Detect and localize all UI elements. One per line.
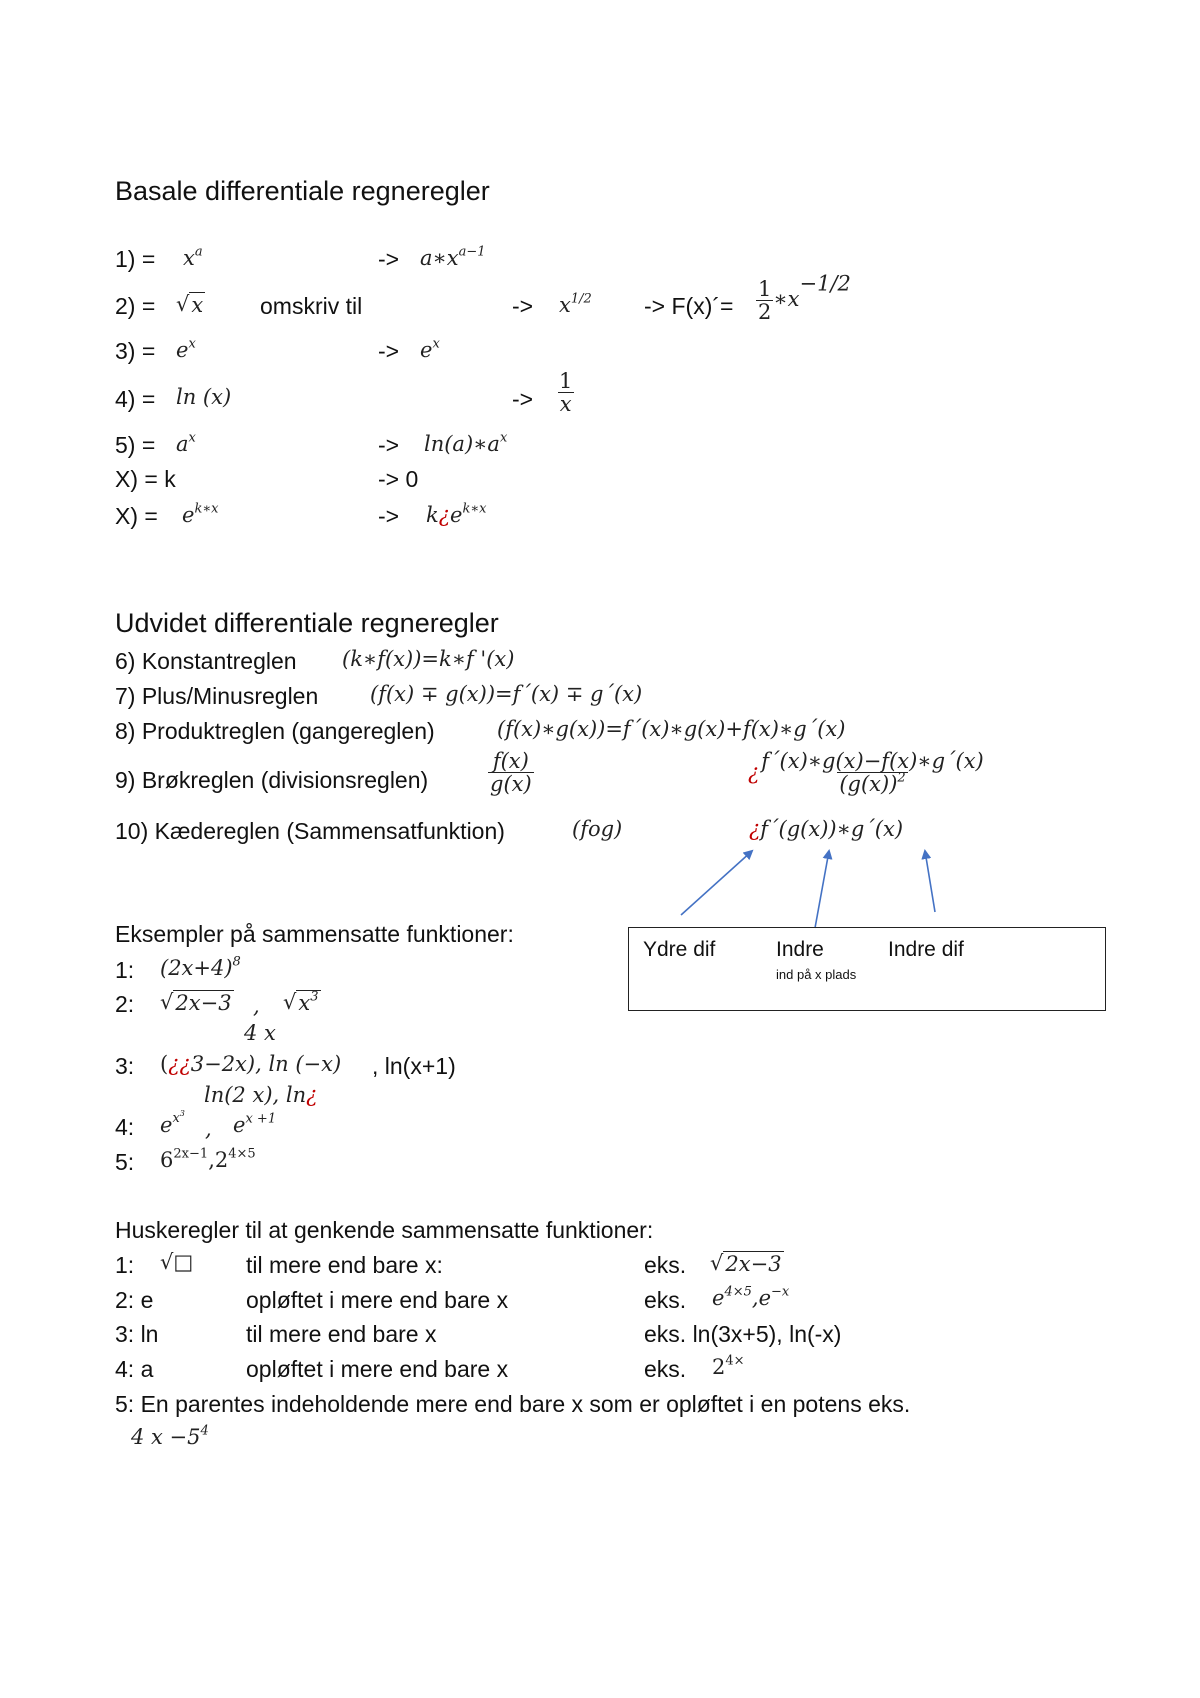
example1-label: 1: [115, 957, 135, 983]
example5-expr: $6^{2x-1},2^{4\times 5}$ [160, 1146, 256, 1172]
tip2-desc: opløftet i mere end bare x [246, 1287, 509, 1313]
rule9-result: ¿ $\frac{f´(x)∗g(x)-f(x)∗g´(x)}{(g(x))^2}$ [748, 749, 984, 797]
heading-examples: Eksempler på sammensatte funktioner: [115, 921, 514, 947]
rule1-label: 1) = [115, 246, 156, 272]
rule8-label: 8) Produktreglen (gangereglen) [115, 718, 435, 744]
rule9-label: 9) Brøkreglen (divisionsreglen) [115, 767, 429, 793]
example4-expr2: $e^{x +1}$ [233, 1111, 277, 1137]
example2-comma: , [253, 994, 260, 1018]
example3-label: 3: [115, 1053, 135, 1079]
rule2-derivative: $\frac{1}{2}$ $∗x^{-1/2}$ [758, 271, 851, 325]
tip1-label: 1: [115, 1252, 135, 1278]
tip3-desc: til mere end bare x [246, 1321, 437, 1347]
example3-tail: , ln(x+1) [372, 1053, 456, 1079]
rule4-label: 4) = [115, 386, 156, 412]
example4-expr1: $e^{x^3}$ [160, 1109, 185, 1137]
tip4-example: $2^{4\times}$ [712, 1353, 745, 1379]
rule-ekx-expr: $e^{k∗x}$ [182, 501, 219, 527]
example3-expr: (¿¿3−2x), ln (−x) [160, 1052, 342, 1076]
rule2-note: omskriv til [260, 293, 363, 319]
example2-below: 4 x [244, 1021, 276, 1045]
tip2-example: $e^{4\times 5},e^{-x}$ [712, 1284, 790, 1310]
example2-sqrt1: √ 2x−3 [160, 990, 232, 1015]
rule2-sqrt: √ x [176, 292, 204, 317]
example2-label: 2: [115, 991, 135, 1017]
tip4-label: 4: a [115, 1356, 154, 1382]
rule-ekx-arrow: -> [378, 503, 400, 529]
tip1-example: √ 2x−3 [710, 1251, 782, 1276]
tip3-label: 3: ln [115, 1321, 159, 1347]
tip1-eks: eks. [644, 1252, 687, 1278]
rule10-label: 10) Kædereglen (Sammensatfunktion) [115, 818, 505, 844]
example2-sqrt2: √ $x^3$ [283, 989, 319, 1015]
heading-extended-rules: Udvidet differentiale regneregler [115, 608, 499, 638]
rule10-formula: (fog) [572, 817, 623, 841]
example1-expr: $(2x+4)^8$ [160, 954, 241, 980]
rule-constant-label: X) = k [115, 466, 176, 492]
rule3-arrow: -> [378, 338, 400, 364]
legend-indre-sub: ind på x plads [776, 967, 857, 982]
rule9-fraction: $\frac{f(x)}{g(x)}$ [490, 749, 532, 797]
rule6-label: 6) Konstantreglen [115, 648, 297, 674]
example5-label: 5: [115, 1149, 135, 1175]
chain-rule-legend-box [628, 927, 1106, 1011]
rule4-arrow: -> [512, 386, 534, 412]
rule3-expr: $e^x$ [176, 336, 196, 362]
rule6-formula: (k∗f(x))=k∗f '(x) [342, 647, 515, 671]
tip5-label: 5: En parentes indeholdende mere end bare x som er opløftet i en potens eks. [115, 1391, 911, 1417]
tip4-eks: eks. [644, 1356, 687, 1382]
rule2-derivative-label: -> F(x)´= [644, 293, 734, 319]
heading-basic-rules: Basale differentiale regneregler [115, 176, 490, 206]
rule1-expr: $x^a$ [183, 244, 203, 270]
rule2-arrow: -> [512, 293, 534, 319]
rule8-formula: (f(x)∗g(x))=f´(x)∗g(x)+f(x)∗g´(x) [497, 717, 846, 741]
rule5-label: 5) = [115, 432, 156, 458]
rule5-arrow: -> [378, 432, 400, 458]
tip2-eks: eks. [644, 1287, 687, 1313]
legend-ydre: Ydre dif [643, 938, 716, 961]
tip1-symbol: √□ [160, 1250, 194, 1274]
legend-indre: Indre [776, 938, 824, 961]
tip1-desc: til mere end bare x: [246, 1252, 443, 1278]
rule2-label: 2) = [115, 293, 156, 319]
tip5-example: 4 $x -5^4$ [131, 1423, 209, 1449]
rule2-result: $x^{1/2}$ [559, 291, 592, 317]
arrow-ydre [681, 851, 752, 915]
rule-constant-result: -> 0 [378, 466, 419, 492]
rule5-expr: $a^x$ [176, 430, 196, 456]
rule5-result: $\ln(a)∗a^x$ [424, 430, 508, 456]
example3-below: ln(2 x), ln¿ [204, 1083, 318, 1107]
rule-ekx-label: X) = [115, 503, 158, 529]
rule4-expr: ln (x) [176, 385, 232, 409]
arrow-indre-dif [925, 851, 935, 912]
rule4-result: $\frac{1}{x}$ [559, 369, 573, 417]
rule3-label: 3) = [115, 338, 156, 364]
legend-indre-dif: Indre dif [888, 938, 964, 961]
example4-label: 4: [115, 1114, 135, 1140]
rule-ekx-result: $k¿e^{k∗x}$ [426, 501, 487, 527]
tip3-eks: eks. ln(3x+5), ln(-x) [644, 1321, 842, 1347]
rule10-result: ¿f´(g(x))∗g´(x) [749, 817, 904, 841]
rule1-result: $a∗x^{a-1}$ [420, 244, 486, 270]
rule1-arrow: -> [378, 246, 400, 272]
rule7-formula: (f(x) ∓ g(x))=f´(x) ∓ g´(x) [370, 682, 643, 706]
rule7-label: 7) Plus/Minusreglen [115, 683, 319, 709]
arrow-indre [815, 851, 829, 928]
tip4-desc: opløftet i mere end bare x [246, 1356, 509, 1382]
example4-comma: , [205, 1117, 212, 1141]
rule3-result: $e^x$ [420, 336, 440, 362]
heading-tips: Huskeregler til at genkende sammensatte funktioner: [115, 1217, 654, 1243]
tip2-label: 2: e [115, 1287, 154, 1313]
